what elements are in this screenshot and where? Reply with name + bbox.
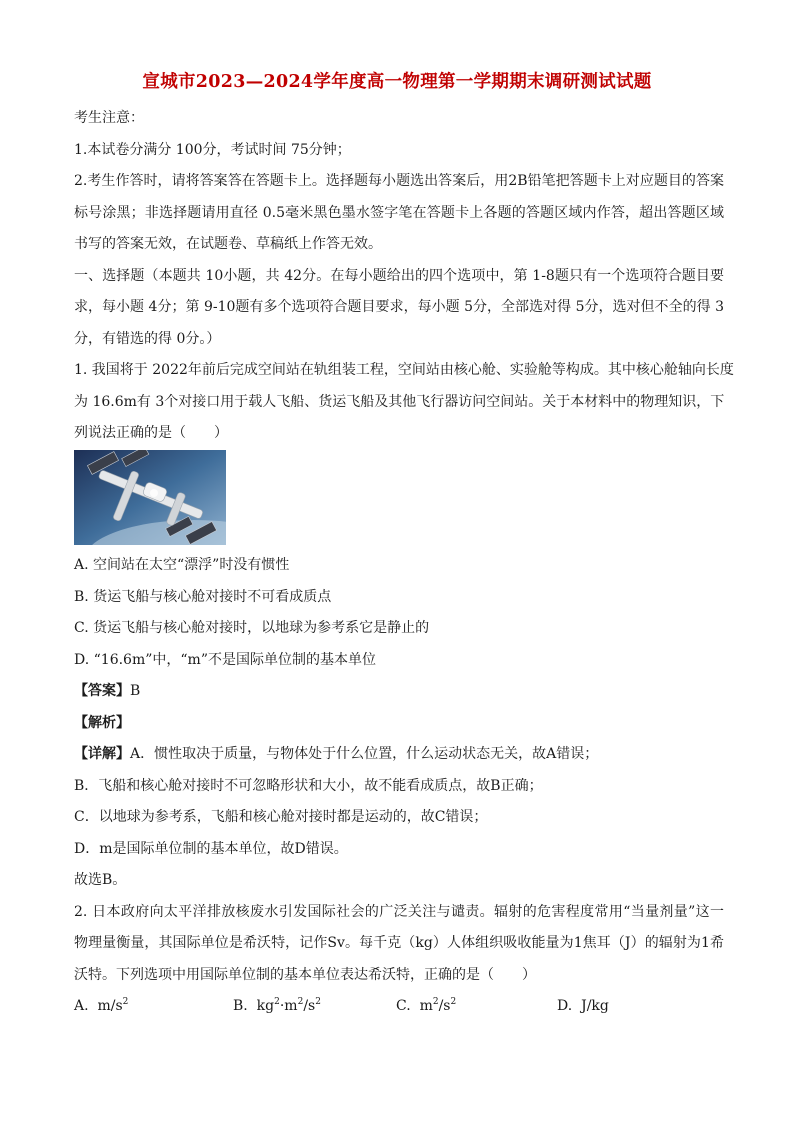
- detail-tag: 【详解】: [74, 746, 130, 762]
- notice-heading: 考生注意：: [74, 110, 144, 126]
- option-b-unit-1: kg: [256, 998, 275, 1014]
- notice-item-2-line-2: 标号涂黑；非选择题请用直径 0.5毫米黑色墨水签字笔在答题卡上各题的答题区域内作答，超出答题区域: [74, 205, 724, 221]
- q1-option-c: C. 货运飞船与核心舱对接时，以地球为参考系它是静止的: [74, 620, 430, 636]
- space-station-image: [74, 450, 226, 545]
- analysis-tag: 【解析】: [74, 715, 130, 731]
- option-a-label: A.: [74, 998, 89, 1014]
- option-b-unit-2: ·m: [279, 998, 298, 1014]
- option-b-unit-3: /s: [303, 998, 316, 1014]
- option-c-exp-1: 2: [432, 997, 439, 1007]
- q1-stem-line-1: 1. 我国将于 2022年前后完成空间站在轨组装工程，空间站由核心舱、实验舱等构成。其中核心舱轴向长度: [74, 362, 734, 378]
- option-a-exp: 2: [122, 997, 129, 1007]
- section-1-line-1: 一、选择题（本题共 10小题，共 42分。在每小题给出的四个选项中，第 1-8题只有一个选项符合题目要: [74, 268, 724, 284]
- q1-option-d: D. “16.6m”中，“m”不是国际单位制的基本单位: [74, 652, 376, 668]
- q1-detail-a: [74, 744, 724, 764]
- q1-answer: [74, 681, 724, 701]
- q2-stem-line-1: 2. 日本政府向太平洋排放核废水引发国际社会的广泛关注与谴责。辐射的危害程度常用“当量剂量”这一: [74, 904, 724, 920]
- q1-stem-line-2: 为 16.6m有 3个对接口用于载人飞船、货运飞船及其他飞行器访问空间站。关于本材料中的物理知识，下: [74, 394, 725, 410]
- option-d-label: D.: [557, 998, 573, 1014]
- q1-detail-d: D．m是国际单位制的基本单位，故D错误。: [74, 841, 348, 857]
- q1-detail-b: B．飞船和核心舱对接时不可忽略形状和大小，故不能看成质点，故B正确；: [74, 778, 543, 794]
- answer-tag: 【答案】: [74, 683, 130, 699]
- option-d-unit: J/kg: [581, 998, 609, 1014]
- q2-option-a: [74, 996, 128, 1016]
- q1-conclusion: 故选B。: [74, 872, 127, 888]
- q2-option-b: [233, 996, 321, 1016]
- option-c-exp-2: 2: [450, 997, 457, 1007]
- q1-detail-c: C．以地球为参考系，飞船和核心舱对接时都是运动的，故C错误；: [74, 809, 488, 825]
- detail-a-text: A．惯性取决于质量，与物体处于什么位置，什么运动状态无关，故A错误；: [130, 746, 599, 762]
- notice-item-2-line-1: 2.考生作答时，请将答案答在答题卡上。选择题每小题选出答案后，用2B铅笔把答题卡上对应题目的答案: [74, 173, 724, 189]
- q2-option-d: [557, 996, 609, 1016]
- q1-option-a: A. 空间站在太空“漂浮”时没有惯性: [74, 557, 290, 573]
- option-c-unit-1: m: [419, 998, 433, 1014]
- option-b-exp-3: 2: [315, 997, 321, 1007]
- option-b-label: B.: [233, 998, 248, 1014]
- notice-item-1: 1.本试卷分满分 100分，考试时间 75分钟；: [74, 142, 351, 158]
- answer-value: B: [130, 683, 141, 699]
- section-1-line-3: 分，有错选的得 0分。）: [74, 331, 221, 347]
- notice-item-2-line-3: 书写的答案无效，在试题卷、草稿纸上作答无效。: [74, 236, 382, 252]
- option-a-unit: m/s: [97, 998, 123, 1014]
- option-b-exp-2: 2: [297, 997, 304, 1007]
- q2-stem-line-2: 物理量衡量，其国际单位是希沃特，记作Sv。每千克（kg）人体组织吸收能量为1焦耳（J）的辐射为1希: [74, 935, 724, 951]
- q2-option-c: [396, 996, 456, 1016]
- option-c-unit-2: /s: [438, 998, 451, 1014]
- page-title: 宣城市2023—2024学年度高一物理第一学期期末调研测试试题: [142, 72, 652, 92]
- q1-stem-line-3: 列说法正确的是（ ）: [74, 425, 228, 441]
- q1-option-b: B. 货运飞船与核心舱对接时不可看成质点: [74, 589, 332, 605]
- q2-stem-line-3: 沃特。下列选项中用国际单位制的基本单位表达希沃特，正确的是（ ）: [74, 967, 536, 983]
- option-c-label: C.: [396, 998, 411, 1014]
- section-1-line-2: 求，每小题 4分；第 9-10题有多个选项符合题目要求，每小题 5分，全部选对得 5分，选对但不全的得 3: [74, 299, 724, 315]
- option-b-exp-1: 2: [274, 997, 280, 1007]
